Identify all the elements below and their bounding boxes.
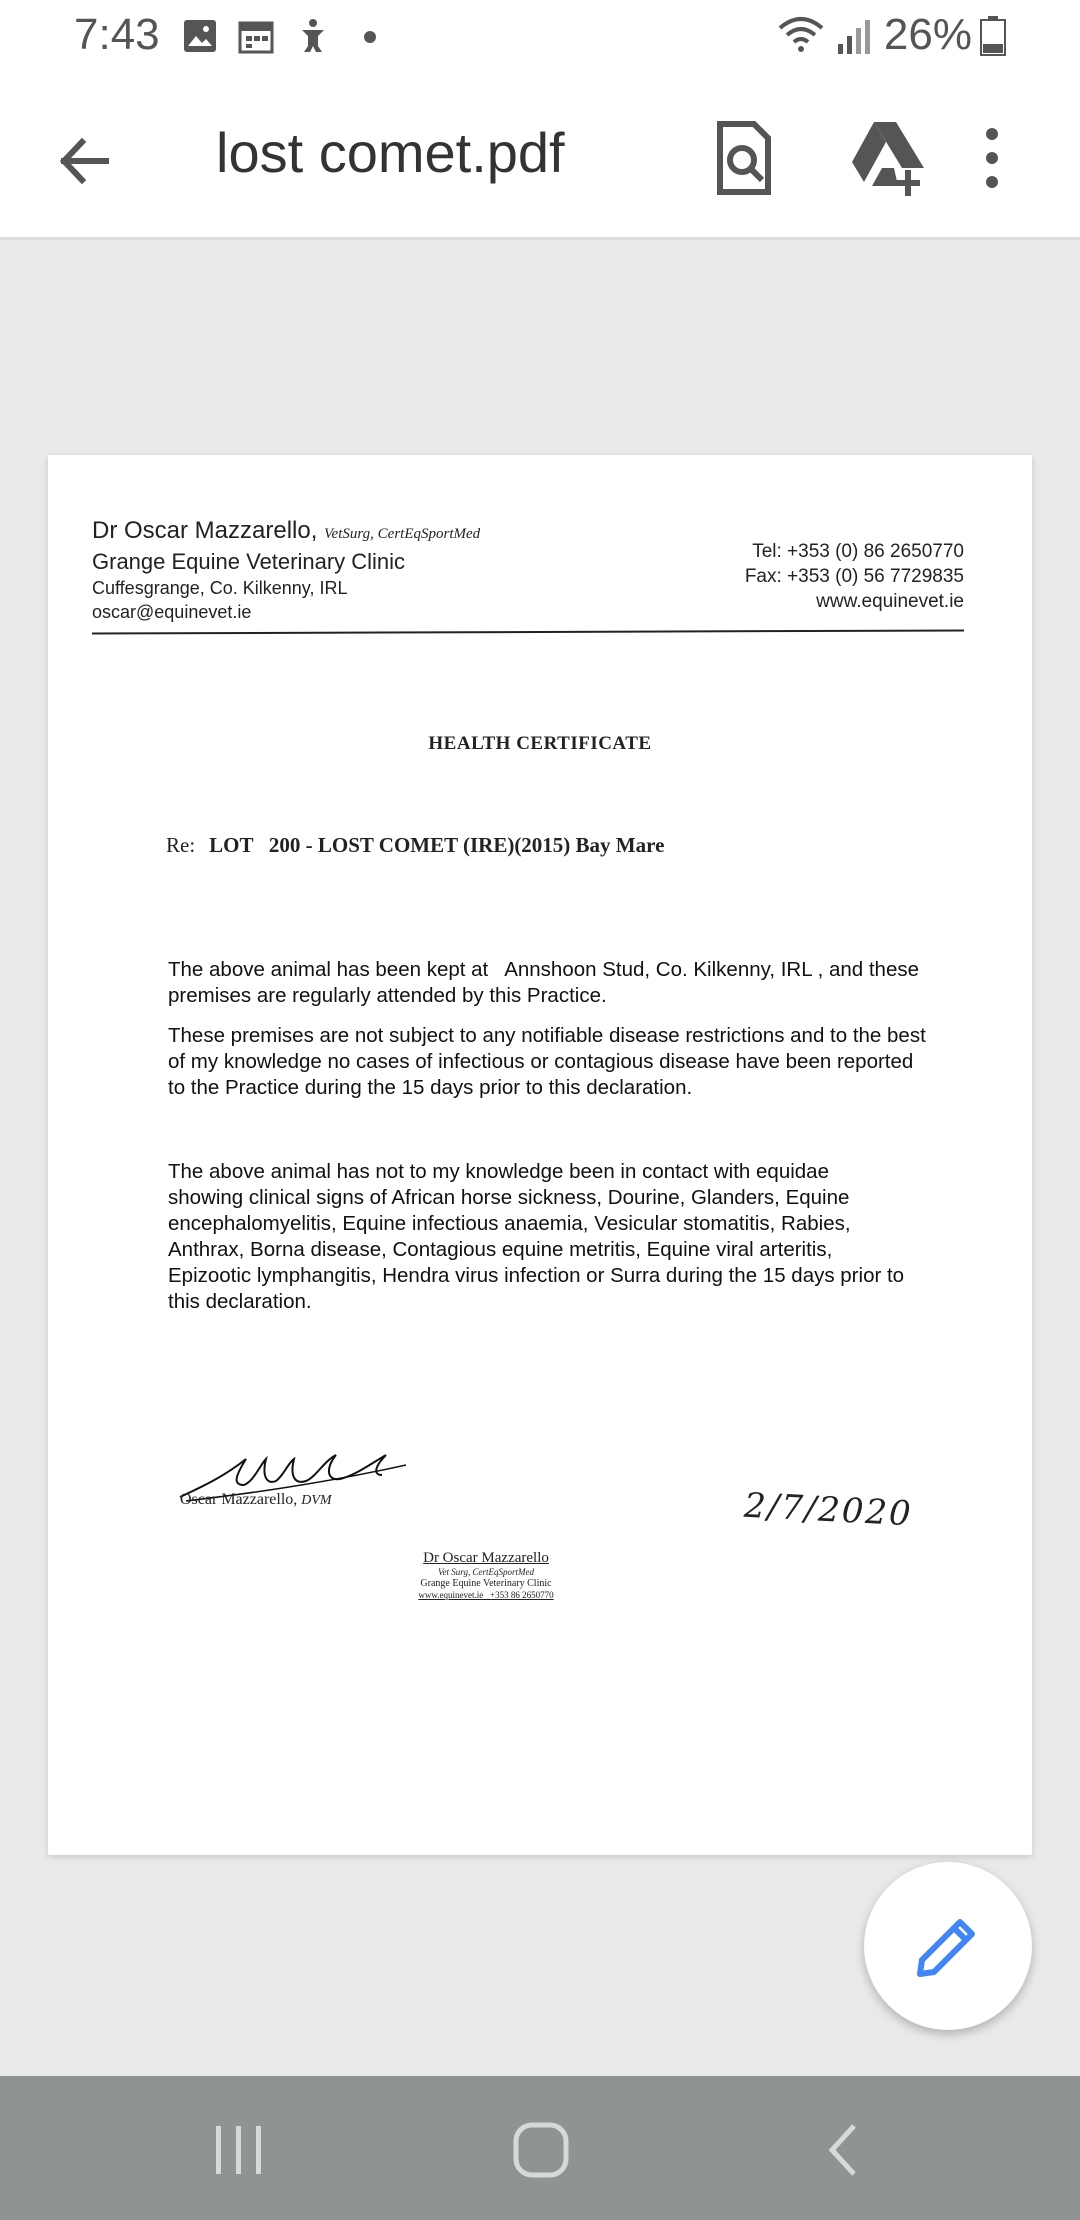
signatory-name: Oscar Mazzarello, — [180, 1491, 298, 1508]
image-icon — [182, 18, 218, 59]
signal-icon — [836, 16, 876, 61]
clinic-name: Grange Equine Veterinary Clinic — [92, 549, 406, 574]
clinic-web: www.equinevet.ie — [816, 591, 964, 612]
stamp-contact: www.equinevet.ie +353 86 2650770 — [418, 1590, 554, 1600]
letterhead-left — [92, 517, 480, 624]
signature-date: 2/7/2020 — [743, 1485, 914, 1535]
app-bar — [0, 76, 1080, 240]
paragraph-restrictions: These premises are not subject to any notifiable disease restrictions and to the best of my knowledge no cases of infectious or contagious disease have been reported to the Practice during the 15 days prior to this declaration. — [168, 1024, 926, 1099]
battery-percent: 26% — [883, 10, 972, 59]
accessibility-icon — [296, 18, 330, 59]
letterhead-right — [745, 539, 964, 614]
re-label: Re: — [166, 833, 196, 857]
stamp-name: Dr Oscar Mazzarello — [423, 1550, 549, 1566]
paragraph-premises: The above animal has been kept at Annshoon Stud, Co. Kilkenny, IRL , and these premises are regularly attended by this Practice. — [168, 958, 925, 1007]
letterhead-divider — [92, 629, 964, 634]
signatory-title: DVM — [301, 1493, 332, 1508]
re-line — [166, 833, 664, 858]
status-bar — [0, 0, 1080, 76]
edit-pencil-icon — [914, 1912, 982, 1980]
find-in-document-icon[interactable] — [702, 116, 786, 200]
pdf-page[interactable] — [48, 455, 1032, 1855]
recents-icon[interactable] — [204, 2120, 274, 2180]
re-subject: LOT 200 - LOST COMET (IRE)(2015) Bay Mare — [209, 833, 665, 857]
stamp-quals: Vet Surg, CertEqSportMed — [438, 1567, 534, 1577]
edit-fab-button[interactable] — [864, 1862, 1032, 2030]
vet-name: Dr Oscar Mazzarello, — [92, 517, 318, 544]
clinic-tel: Tel: +353 (0) 86 2650770 — [752, 541, 964, 562]
signature-name — [180, 1491, 332, 1509]
clinic-email: oscar@equinevet.ie — [92, 602, 252, 622]
battery-icon — [980, 16, 1006, 61]
add-to-drive-icon[interactable] — [846, 116, 930, 200]
document-title: lost comet.pdf — [216, 121, 565, 184]
calendar-icon — [238, 18, 274, 59]
vet-qualifications: VetSurg, CertEqSportMed — [324, 526, 481, 542]
letterhead-name-line — [92, 517, 480, 548]
clinic-address: Cuffesgrange, Co. Kilkenny, IRL — [92, 578, 348, 598]
back-icon[interactable] — [810, 2120, 880, 2180]
stamp-clinic: Grange Equine Veterinary Clinic — [420, 1578, 552, 1589]
clinic-stamp — [396, 1550, 576, 1601]
paragraph-contact: The above animal has not to my knowledge been in contact with equidae showing clinical signs of African horse sickness, Dourine, Glanders, Equine encephalomyelitis, Equine infectious anaemia, Vesicular stomatitis, Rabies, Anthrax, Borna disease, Contagious equine metritis, Equine viral arteritis, Epizootic lymphangitis, Hendra virus infection or Surra during the 15 days prior to this declaration. — [168, 1160, 905, 1313]
back-arrow-icon[interactable] — [50, 126, 120, 196]
home-icon[interactable] — [506, 2120, 576, 2180]
system-nav-bar — [0, 2076, 1080, 2220]
more-vert-icon[interactable] — [972, 116, 1012, 200]
wifi-icon — [778, 16, 824, 61]
dot-icon — [364, 30, 376, 48]
certificate-heading: HEALTH CERTIFICATE — [428, 733, 652, 754]
status-time: 7:43 — [74, 10, 160, 59]
clinic-fax: Fax: +353 (0) 56 7729835 — [744, 566, 964, 587]
